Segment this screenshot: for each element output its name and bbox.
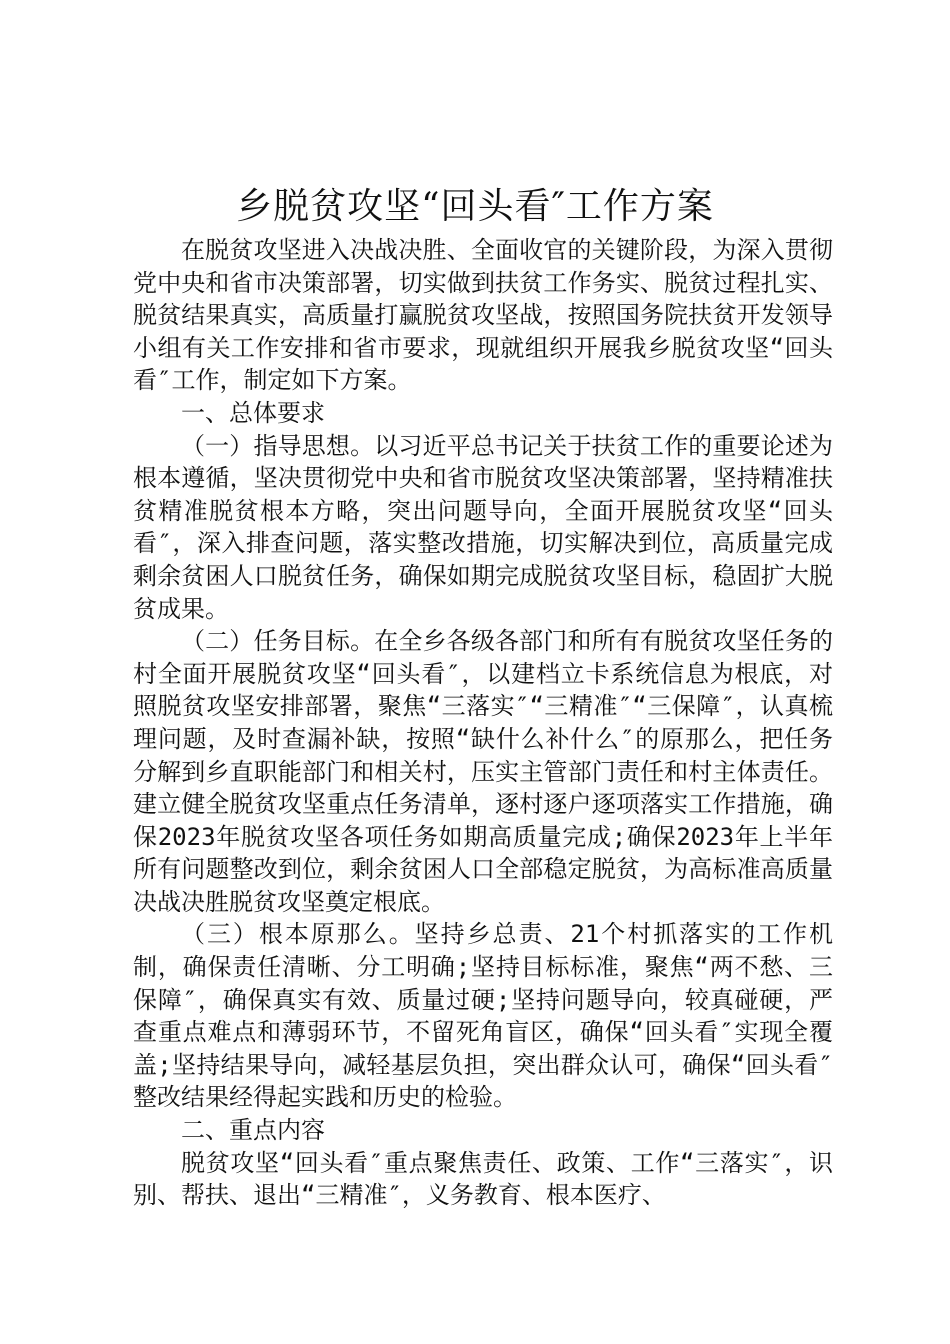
document-title: 乡脱贫攻坚“回头看″工作方案 bbox=[236, 186, 714, 227]
paragraph-task-goals: （二）任务目标。在全乡各级各部门和所有有脱贫攻坚任务的村全面开展脱贫攻坚“回头看″，以建档立卡系统信息为根底，对照脱贫攻坚安排部署，聚焦“三落实″“三精准″“三保障″，认真梳理问题，及时查漏补缺，按照“缺什么补什么″的原那么，把任务分解到乡直职能部门和相关村，压实主管部门责任和村主体责任。建立健全脱贫攻坚重点任务清单，逐村逐户逐项落实工作措施，确保2023年脱贫攻坚各项任务如期高质量完成;确保2023年上半年所有问题整改到位，剩余贫困人口全部稳定脱贫，为高标准高质量决战决胜脱贫攻坚奠定根底。 bbox=[133, 627, 833, 916]
document-body bbox=[133, 234, 833, 1212]
paragraph-basic-principles: （三）根本原那么。坚持乡总责、21个村抓落实的工作机制，确保责任清晰、分工明确;坚持目标标准，聚焦“两不愁、三保障″，确保真实有效、质量过硬;坚持问题导向，较真碰硬，严查重点难点和薄弱环节，不留死角盲区，确保“回头看″实现全覆盖;坚持结果导向，减轻基层负担，突出群众认可，确保“回头看″整改结果经得起实践和历史的检验。 bbox=[133, 920, 833, 1112]
section-heading-key-content: 二、重点内容 bbox=[181, 1116, 325, 1145]
section-heading-general-requirements: 一、总体要求 bbox=[181, 398, 325, 427]
paragraph-intro: 在脱贫攻坚进入决战决胜、全面收官的关键阶段，为深入贯彻党中央和省市决策部署，切实做到扶贫工作务实、脱贫过程扎实、脱贫结果真实，高质量打赢脱贫攻坚战，按照国务院扶贫开发领导小组有关工作安排和省市要求，现就组织开展我乡脱贫攻坚“回头看″工作，制定如下方案。 bbox=[133, 236, 833, 395]
paragraph-guiding-ideology: （一）指导思想。以习近平总书记关于扶贫工作的重要论述为根本遵循，坚决贯彻党中央和省市脱贫攻坚决策部署，坚持精准扶贫精准脱贫根本方略，突出问题导向，全面开展脱贫攻坚“回头看″，深入排查问题，落实整改措施，切实解决到位，高质量完成剩余贫困人口脱贫任务，确保如期完成脱贫攻坚目标，稳固扩大脱贫成果。 bbox=[133, 431, 833, 623]
paragraph-key-content: 脱贫攻坚“回头看″重点聚焦责任、政策、工作“三落实″，识别、帮扶、退出“三精准″，义务教育、根本医疗、 bbox=[133, 1148, 833, 1210]
